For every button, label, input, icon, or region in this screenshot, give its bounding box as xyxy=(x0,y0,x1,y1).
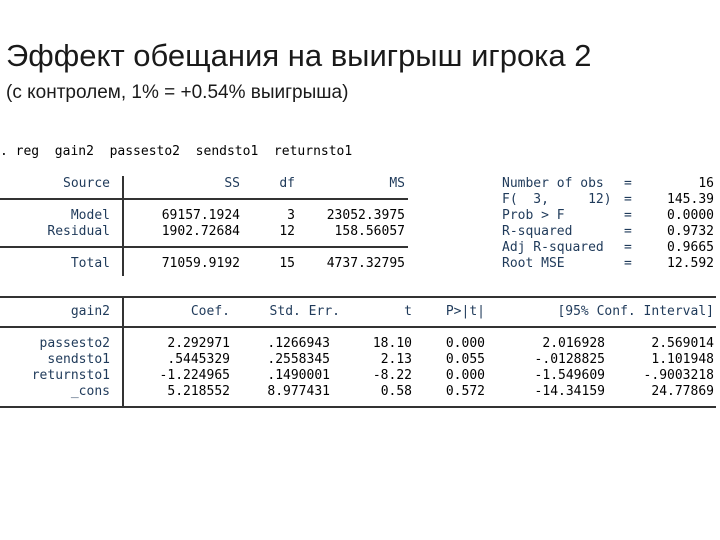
anova-header-ms: MS xyxy=(389,176,405,191)
coef-t: -8.22 xyxy=(372,368,412,383)
anova-df: 12 xyxy=(279,224,295,239)
stat-eq: = xyxy=(624,256,632,271)
coef-header-var: gain2 xyxy=(70,304,110,319)
stat-label: Root MSE xyxy=(502,256,565,271)
stat-value: 145.39 xyxy=(667,192,714,207)
coef-value: 2.292971 xyxy=(167,336,230,351)
coef-var: _cons xyxy=(70,384,110,399)
stat-value: 0.0000 xyxy=(667,208,714,223)
stat-value: 0.9732 xyxy=(667,224,714,239)
stat-label: Adj R-squared xyxy=(502,240,604,255)
stat-eq: = xyxy=(624,224,632,239)
coef-t: 0.58 xyxy=(380,384,412,399)
coef-ci-hi: 2.569014 xyxy=(651,336,714,351)
slide-subtitle: (с контролем, 1% = +0.54% выигрыша) xyxy=(6,82,349,103)
anova-vrule xyxy=(122,176,124,276)
coef-se: .1266943 xyxy=(267,336,330,351)
stat-label: F( 3, 12) xyxy=(502,192,612,207)
coef-header-coef: Coef. xyxy=(190,304,230,319)
coef-value: -1.224965 xyxy=(159,368,230,383)
anova-df: 15 xyxy=(279,256,295,271)
stat-eq: = xyxy=(624,240,632,255)
coef-rule-bottom xyxy=(0,406,716,408)
anova-source: Model xyxy=(70,208,110,223)
coef-t: 2.13 xyxy=(380,352,412,367)
coef-header-ci: [95% Conf. Interval] xyxy=(557,304,714,319)
coef-p: 0.055 xyxy=(445,352,485,367)
coef-p: 0.000 xyxy=(445,336,485,351)
coef-value: 5.218552 xyxy=(167,384,230,399)
stat-value: 12.592 xyxy=(667,256,714,271)
coef-header-t: t xyxy=(404,304,412,319)
coef-ci-lo: -14.34159 xyxy=(534,384,605,399)
coef-ci-hi: 1.101948 xyxy=(651,352,714,367)
anova-header-source: Source xyxy=(63,176,110,191)
coef-var: returnsto1 xyxy=(31,368,110,383)
stat-value: 16 xyxy=(698,176,714,191)
coef-ci-hi: 24.77869 xyxy=(651,384,714,399)
anova-header-ss: SS xyxy=(224,176,240,191)
coef-se: .2558345 xyxy=(267,352,330,367)
stat-label: Prob > F xyxy=(502,208,565,223)
stat-value: 0.9665 xyxy=(667,240,714,255)
anova-df: 3 xyxy=(287,208,295,223)
coef-ci-hi: -.9003218 xyxy=(643,368,714,383)
stat-eq: = xyxy=(624,176,632,191)
anova-ms: 23052.3975 xyxy=(326,208,405,223)
anova-header-df: df xyxy=(279,176,295,191)
anova-ms: 158.56057 xyxy=(334,224,405,239)
anova-source: Total xyxy=(70,256,110,271)
coef-header-se: Std. Err. xyxy=(269,304,340,319)
coef-se: .1490001 xyxy=(267,368,330,383)
coef-header-p: P>|t| xyxy=(445,304,485,319)
coef-rule-mid xyxy=(0,326,716,328)
stat-label: R-squared xyxy=(502,224,573,239)
anova-ss: 71059.9192 xyxy=(161,256,240,271)
anova-ms: 4737.32795 xyxy=(326,256,405,271)
coef-ci-lo: -1.549609 xyxy=(534,368,605,383)
coef-vrule xyxy=(122,296,124,408)
coef-p: 0.000 xyxy=(445,368,485,383)
stat-eq: = xyxy=(624,192,632,207)
coef-se: 8.977431 xyxy=(267,384,330,399)
coef-var: passesto2 xyxy=(39,336,110,351)
stat-eq: = xyxy=(624,208,632,223)
anova-ss: 69157.1924 xyxy=(161,208,240,223)
anova-ss: 1902.72684 xyxy=(161,224,240,239)
anova-rule-top xyxy=(0,198,408,200)
coef-value: .5445329 xyxy=(167,352,230,367)
anova-source: Residual xyxy=(47,224,110,239)
coef-t: 18.10 xyxy=(372,336,412,351)
stat-label: Number of obs xyxy=(502,176,604,191)
coef-var: sendsto1 xyxy=(47,352,110,367)
coef-ci-lo: -.0128825 xyxy=(534,352,605,367)
coef-p: 0.572 xyxy=(445,384,485,399)
stata-command: . reg gain2 passesto2 sendsto1 returnsto1 xyxy=(0,144,353,159)
slide-title: Эффект обещания на выигрыш игрока 2 xyxy=(6,38,592,73)
anova-rule-mid xyxy=(0,246,408,248)
coef-ci-lo: 2.016928 xyxy=(542,336,605,351)
coef-rule-top xyxy=(0,296,716,298)
